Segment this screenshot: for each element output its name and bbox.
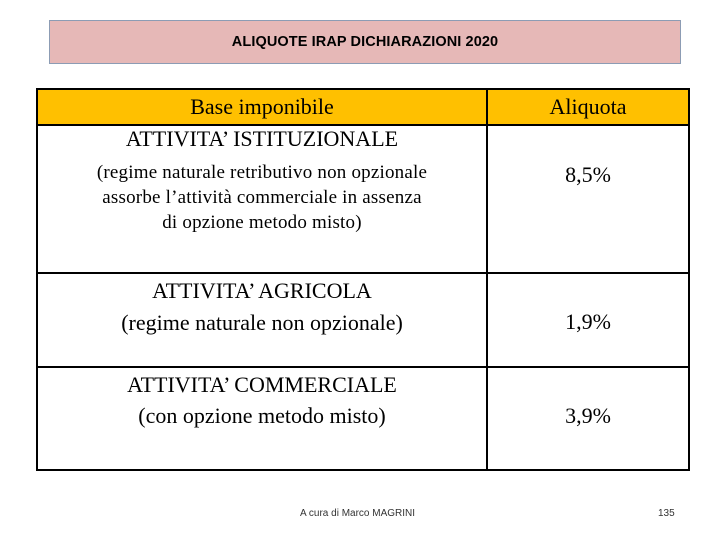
row-agricola-description: (regime naturale non opzionale) <box>121 310 403 335</box>
row-commerciale-rate: 3,9% <box>565 403 611 428</box>
row-istituzionale-description <box>38 160 486 235</box>
row-istituzionale-heading: ATTIVITA’ ISTITUZIONALE <box>125 126 399 151</box>
header-divider <box>38 124 688 126</box>
slide-title-box <box>49 20 681 64</box>
irap-rates-table <box>36 88 690 471</box>
row-divider-1 <box>38 272 688 274</box>
page-number: 135 <box>658 508 675 519</box>
slide-title: ALIQUOTE IRAP DICHIARAZIONI 2020 <box>231 34 499 50</box>
row-commerciale-description: (con opzione metodo misto) <box>138 403 386 428</box>
row-commerciale-heading: ATTIVITA’ COMMERCIALE <box>127 372 397 397</box>
row-divider-2 <box>38 366 688 368</box>
row-agricola-heading: ATTIVITA’ AGRICOLA <box>152 278 372 303</box>
row-istituzionale-line-1: (regime naturale retributivo non opzionale <box>96 162 428 183</box>
header-aliquota: Aliquota <box>549 94 627 119</box>
header-base-imponibile: Base imponibile <box>190 94 334 119</box>
footer-credit: A cura di Marco MAGRINI <box>300 508 416 519</box>
row-istituzionale-line-2: assorbe l’attività commerciale in assenza <box>102 187 422 208</box>
row-agricola-rate: 1,9% <box>565 309 611 334</box>
row-istituzionale-line-3: di opzione metodo misto) <box>162 212 362 233</box>
column-divider <box>486 90 488 469</box>
row-istituzionale-rate: 8,5% <box>565 162 611 187</box>
